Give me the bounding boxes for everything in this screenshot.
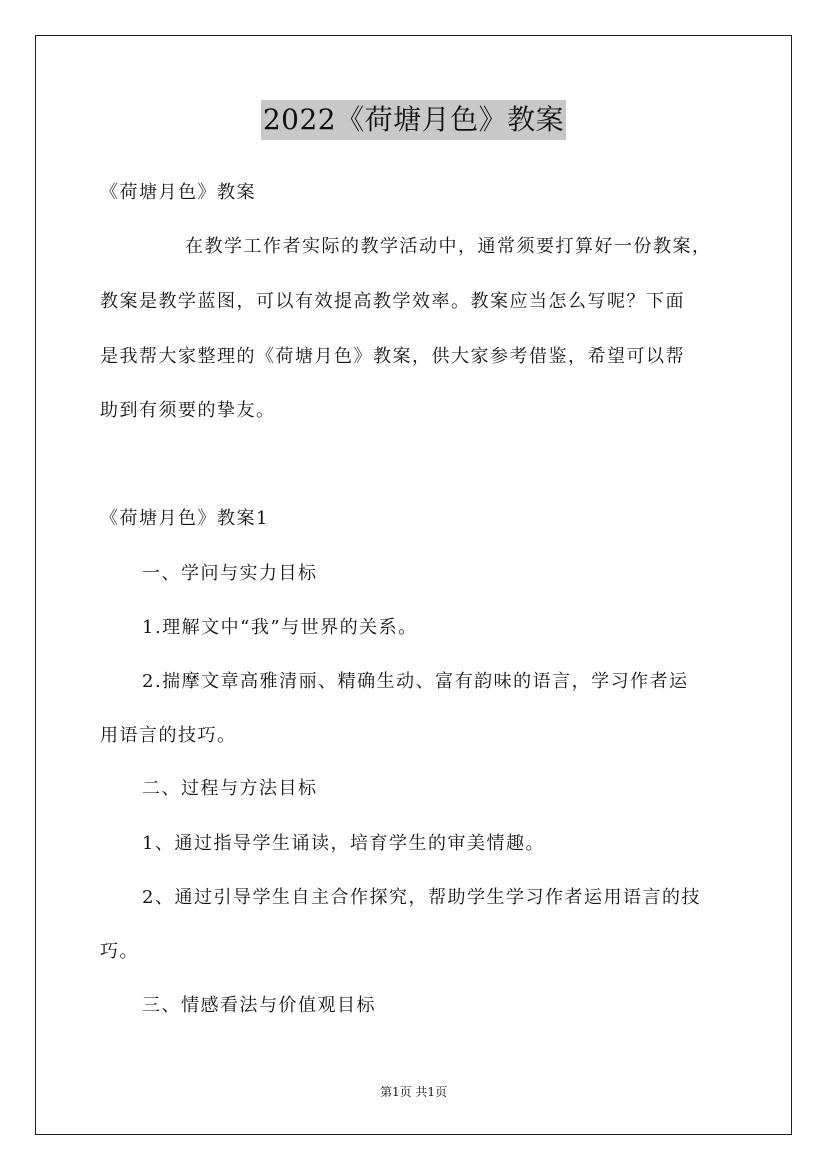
document-subtitle: 《荷塘月色》教案 [100, 182, 256, 203]
body-line-3: 用语言的技巧。 [100, 725, 237, 746]
body-line-7: 巧。 [100, 941, 139, 962]
intro-line-3: 是我帮大家整理的《荷塘月色》教案，供大家参考借鉴，希望可以帮 [100, 346, 685, 367]
body-line-2: 2.揣摩文章高雅清丽、精确生动、富有韵味的语言，学习作者运 [142, 671, 689, 692]
page-footer: 第1页 共1页 [379, 1085, 448, 1099]
document-title: 2022《荷塘月色》教案 [261, 100, 566, 140]
body-line-6: 2、通过引导学生自主合作探究，帮助学生学习作者运用语言的技 [142, 887, 701, 908]
intro-line-4: 助到有须要的挚友。 [100, 400, 276, 421]
title-container [0, 100, 827, 140]
intro-line-2: 教案是教学蓝图，可以有效提高教学效率。教案应当怎么写呢？下面 [100, 291, 685, 312]
body-line-5: 1、通过指导学生诵读，培育学生的审美情趣。 [142, 833, 545, 854]
heading-emotion-goal: 三、情感看法与价值观目标 [142, 995, 376, 1016]
intro-line-1: 在教学工作者实际的教学活动中，通常须要打算好一份教案， [185, 236, 712, 257]
heading-knowledge-goal: 一、学问与实力目标 [142, 563, 318, 584]
heading-process-goal: 二、过程与方法目标 [142, 778, 318, 799]
section-title: 《荷塘月色》教案1 [100, 508, 269, 529]
body-line-1: 1.理解文中“我”与世界的关系。 [142, 617, 418, 638]
